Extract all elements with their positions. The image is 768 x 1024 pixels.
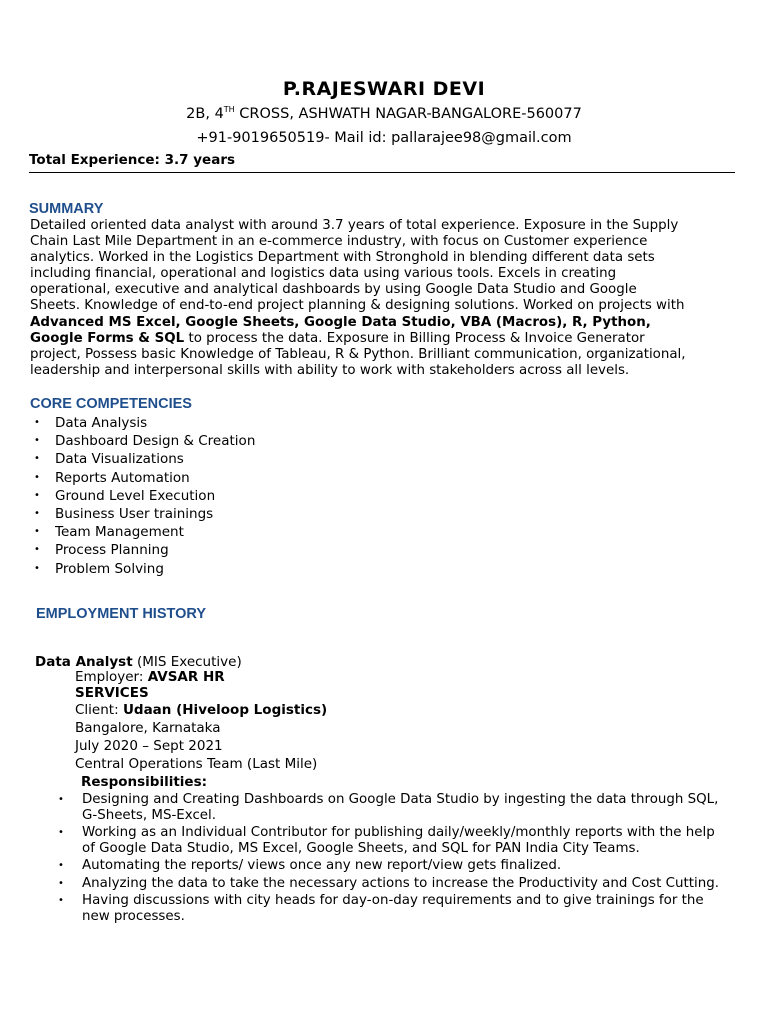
job-dates: July 2020 – Sept 2021 bbox=[75, 738, 223, 754]
responsibility-text: Working as an Individual Contributor for publishing daily/weekly/monthly reports with the help of Google Data Studio, MS Excel, Google Sheets, and SQL for PAN India City Teams. bbox=[82, 825, 715, 856]
list-item bbox=[56, 876, 726, 892]
summary-line: operational, executive and analytical dashboards by using Google Data Studio and Google bbox=[30, 282, 637, 297]
summary-tail-rest: to process the data. Exposure in Billing Process & Invoice Generator bbox=[184, 331, 645, 346]
job-title: Data Analyst bbox=[35, 654, 133, 670]
list-item bbox=[30, 450, 255, 468]
competency-label: Data Visualizations bbox=[55, 451, 184, 468]
bullet-icon: • bbox=[34, 507, 40, 519]
job-title-line bbox=[35, 654, 242, 670]
bullet-icon: • bbox=[34, 526, 40, 538]
address-line bbox=[0, 106, 768, 122]
employment-heading: EMPLOYMENT HISTORY bbox=[36, 606, 206, 622]
summary-line: analytics. Worked in the Logistics Department with Stronghold in blending different data sets bbox=[30, 250, 655, 265]
list-item bbox=[30, 469, 255, 487]
summary-line: including financial, operational and logistics data using various tools. Excels in creating bbox=[30, 266, 617, 281]
address-suffix: CROSS, ASHWATH NAGAR-BANGALORE-560077 bbox=[234, 106, 582, 122]
job-title-note: (MIS Executive) bbox=[132, 654, 242, 670]
competency-label: Dashboard Design & Creation bbox=[55, 433, 256, 450]
summary-skills-line: Advanced MS Excel, Google Sheets, Google Data Studio, VBA (Macros), R, Python, bbox=[30, 315, 651, 330]
summary-body bbox=[30, 218, 742, 379]
list-item bbox=[30, 505, 255, 523]
employer-name: AVSAR HR bbox=[147, 669, 225, 685]
employer-line bbox=[75, 669, 225, 685]
client-label: Client: bbox=[75, 702, 123, 718]
list-item bbox=[56, 893, 726, 924]
list-item bbox=[56, 825, 726, 856]
summary-line: Detailed oriented data analyst with around 3.7 years of total experience. Exposure in the Supply bbox=[30, 218, 679, 233]
employer-name-continued: SERVICES bbox=[75, 685, 149, 701]
summary-line: Chain Last Mile Department in an e-commerce industry, with focus on Customer experience bbox=[30, 234, 648, 249]
client-line bbox=[75, 702, 327, 718]
summary-line: project, Possess basic Knowledge of Tableau, R & Python. Brilliant communication, organizational, bbox=[30, 347, 686, 362]
list-item bbox=[30, 541, 255, 559]
job-location: Bangalore, Karnataka bbox=[75, 720, 221, 736]
list-item bbox=[30, 432, 255, 450]
list-item bbox=[30, 487, 255, 505]
employer-label: Employer: bbox=[75, 669, 148, 685]
summary-heading: SUMMARY bbox=[29, 201, 104, 217]
bullet-icon: • bbox=[34, 544, 40, 556]
competencies-heading: CORE COMPETENCIES bbox=[30, 396, 192, 412]
address-superscript: TH bbox=[223, 105, 235, 114]
responsibility-text: Designing and Creating Dashboards on Google Data Studio by ingesting the data through SQL, G-Sheets, MS-Excel. bbox=[82, 792, 719, 823]
client-name: Udaan (Hiveloop Logistics) bbox=[122, 702, 328, 718]
responsibility-text: Analyzing the data to take the necessary actions to increase the Productivity and Cost Cutting. bbox=[82, 875, 719, 891]
competency-label: Business User trainings bbox=[55, 505, 214, 522]
summary-line: leadership and interpersonal skills with ability to work with stakeholders across all levels. bbox=[30, 363, 630, 378]
bullet-icon: • bbox=[58, 895, 64, 906]
competency-label: Team Management bbox=[55, 524, 184, 541]
bullet-icon: • bbox=[34, 453, 40, 465]
competency-label: Ground Level Execution bbox=[55, 487, 216, 504]
bullet-icon: • bbox=[58, 860, 64, 871]
competency-label: Data Analysis bbox=[55, 415, 148, 431]
responsibility-text: Having discussions with city heads for day-on-day requirements and to give trainings for the new processes. bbox=[82, 893, 704, 924]
competency-label: Problem Solving bbox=[55, 560, 164, 577]
summary-skills-tail: Google Forms & SQL bbox=[30, 331, 185, 346]
list-item bbox=[30, 414, 255, 432]
responsibilities-list bbox=[56, 792, 726, 926]
summary-line bbox=[30, 331, 742, 347]
bullet-icon: • bbox=[34, 417, 40, 428]
bullet-icon: • bbox=[58, 794, 64, 805]
list-item bbox=[30, 560, 255, 578]
job-team: Central Operations Team (Last Mile) bbox=[75, 756, 318, 772]
bullet-icon: • bbox=[58, 877, 64, 889]
list-item bbox=[56, 858, 726, 874]
candidate-name: P.RAJESWARI DEVI bbox=[282, 78, 486, 100]
bullet-icon: • bbox=[58, 827, 64, 838]
header-divider bbox=[29, 172, 735, 173]
bullet-icon: • bbox=[34, 562, 40, 574]
bullet-icon: • bbox=[34, 471, 40, 483]
competency-label: Process Planning bbox=[55, 542, 169, 559]
list-item bbox=[30, 523, 255, 541]
total-experience: Total Experience: 3.7 years bbox=[29, 152, 236, 168]
summary-line: Sheets. Knowledge of end-to-end project planning & designing solutions. Worked on projects with bbox=[30, 298, 685, 313]
responsibilities-label: Responsibilities: bbox=[81, 774, 208, 790]
competencies-list bbox=[30, 414, 255, 578]
bullet-icon: • bbox=[34, 489, 40, 501]
bullet-icon: • bbox=[34, 435, 40, 447]
contact-line: +91-9019650519- Mail id: pallarajee98@gmail.com bbox=[196, 130, 572, 146]
list-item bbox=[56, 792, 726, 823]
address-prefix: 2B, 4 bbox=[186, 106, 224, 122]
competency-label: Reports Automation bbox=[55, 469, 190, 486]
responsibility-text: Automating the reports/ views once any new report/view gets finalized. bbox=[82, 858, 562, 873]
